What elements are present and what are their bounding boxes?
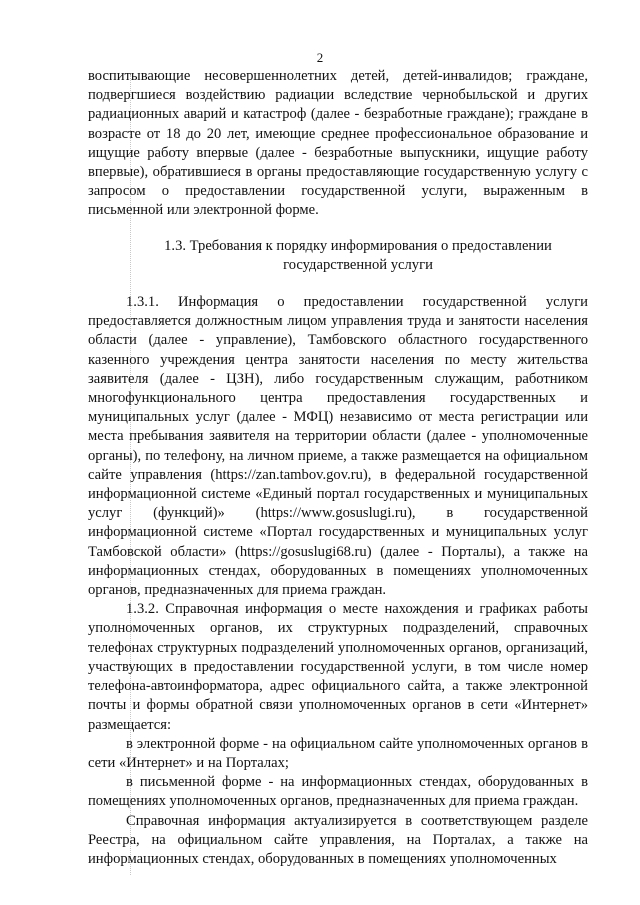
section-heading — [88, 237, 588, 275]
paragraph-1-3-1: 1.3.1. Информация о предоставлении государственной услуги предоставляется должностным лицом управления труда и занятости населения области (далее - управление), Тамбовского областного государственного казенного учреждения центра занятости населения по месту жительства заявителя (далее - ЦЗН), либо государственным служащим, работником многофункционального центра предоставления государственных и муниципальных услуг (далее - МФЦ) независимо от места регистрации или места пребывания заявителя на территории области (далее - уполномоченные органы), по телефону, на личном приеме, а также размещается на официальном сайте управления (https://zan.tambov.gov.ru), в федеральной государственной информационной системе «Единый портал государственных и муниципальных услуг (функций)» (https://www.gosuslugi.ru), в государственной информационной системе «Портал государственных и муниципальных услуг Тамбовской области» (https://gosuslugi68.ru) (далее - Порталы), а также на информационных стендах, оборудованных в помещениях уполномоченных органов, предназначенных для приема граждан. — [88, 294, 588, 599]
paragraph-continuation: воспитывающие несовершеннолетних детей, детей-инвалидов; граждане, подвергшиеся воздействию радиации вследствие чернобыльской и других радиационных аварий и катастроф (далее - безработные граждане); граждане в возрасте от 18 до 20 лет, имеющие среднее профессиональное образование и ищущие работу впервые (далее - безработные выпускники, ищущие работу впервые), обратившиеся в органы предоставляющие государственную услугу с запросом о предоставлении государственной услуги, выраженным в письменной или электронной форме. — [88, 68, 588, 219]
paragraph-reference-info: Справочная информация актуализируется в соответствующем разделе Реестра, на официальном сайте управления, на Порталах, а также на информационных стендах, оборудованных в помещениях уполномоченных — [88, 812, 588, 867]
document-body — [88, 67, 588, 869]
paragraph-1-3-2: 1.3.2. Справочная информация о месте нахождения и графиках работы уполномоченных органов, их структурных подразделений, справочных телефонах структурных подразделений уполномоченных органов, организаций, участвующих в предоставлении государственной услуги, в том числе номер телефона-автоинформатора, адрес официального сайта, а также электронной почты и формы обратной связи уполномоченных органов в сети «Интернет» размещается: — [88, 601, 588, 733]
section-heading-line-1: 1.3. Требования к порядку информирования о предоставлении — [164, 237, 552, 254]
section-heading-line-2: государственной услуги — [283, 256, 433, 273]
paragraph-written-form: в письменной форме - на информационных стендах, оборудованных в помещениях уполномоченных органов, предназначенных для приема граждан. — [88, 774, 588, 810]
page-number: 2 — [316, 50, 324, 65]
paragraph-electronic-form: в электронной форме - на официальном сайте уполномоченных органов в сети «Интернет» и на Порталах; — [88, 735, 588, 771]
